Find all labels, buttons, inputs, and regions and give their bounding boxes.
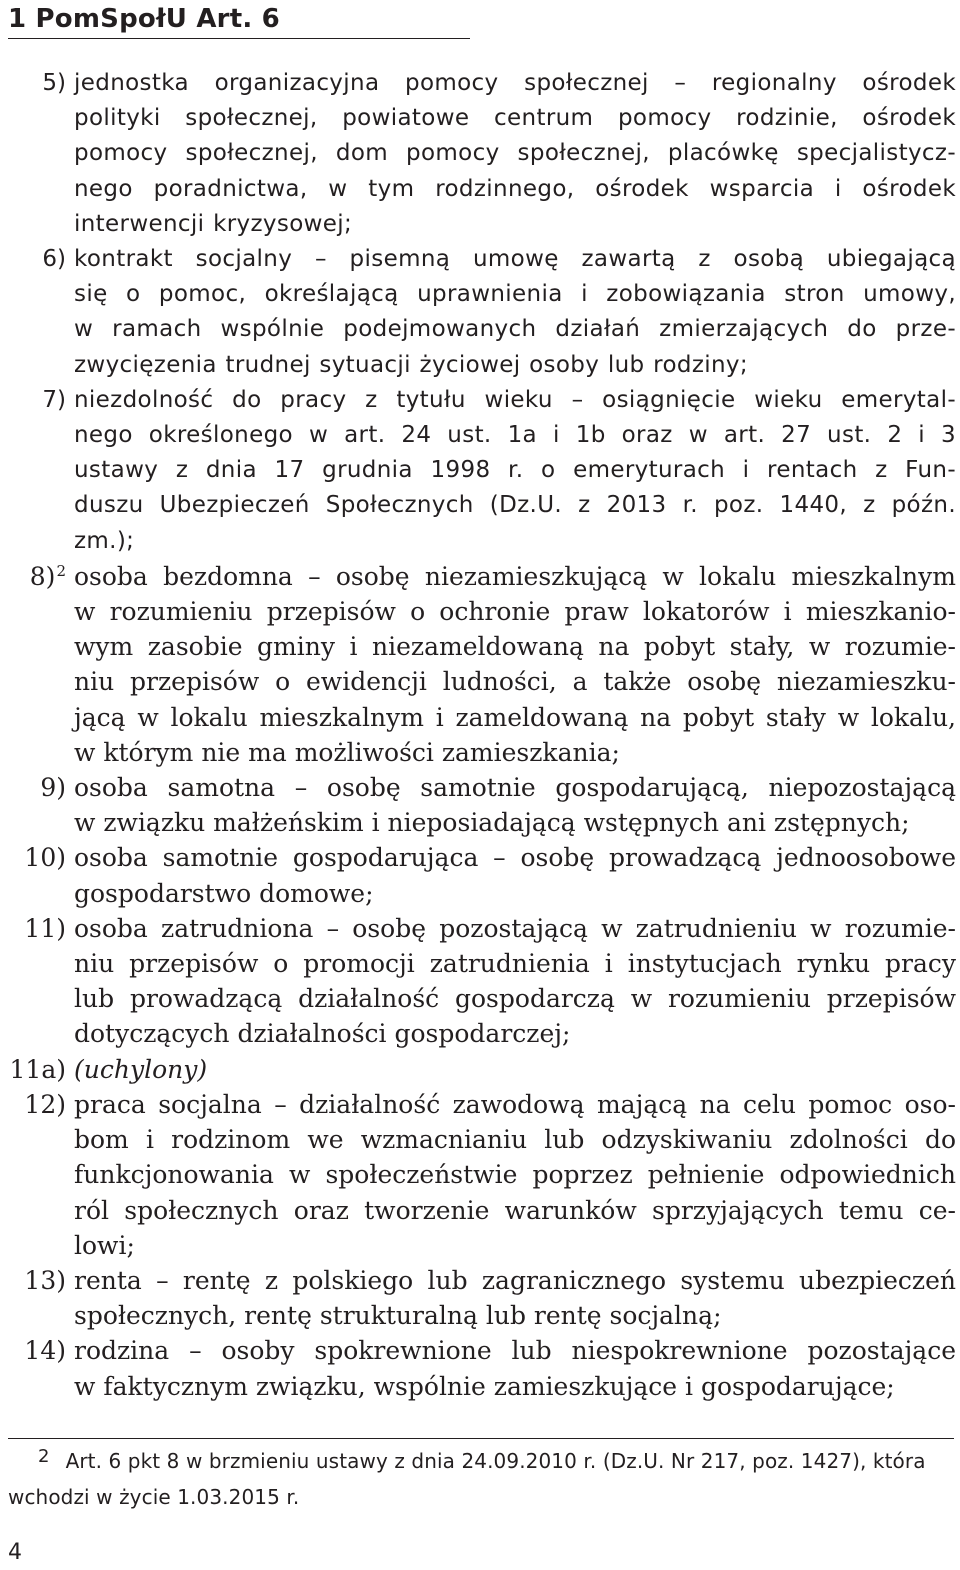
definition-line: lowi; — [74, 1230, 135, 1260]
definition-line: renta – rentę z polskiego lub zagranicznego systemu ubezpieczeń — [74, 1265, 956, 1295]
definition-item — [0, 840, 960, 910]
definition-number — [0, 770, 66, 805]
definition-line: bom i rodzinom we wzmacnianiu lub odzyskiwaniu zdolności do — [74, 1125, 956, 1155]
definition-line: dotyczących działalności gospodarczej; — [74, 1019, 571, 1049]
footnote-ref: 2 — [56, 561, 66, 580]
definition-number-text: 7) — [42, 386, 66, 413]
definition-line: ustawy z dnia 17 grudnia 1998 r. o emeryturach i rentach z Fun- — [74, 457, 956, 484]
definition-number — [0, 1087, 66, 1122]
definition-line: społecznych, rentę strukturalną lub rentę socjalną; — [74, 1301, 722, 1331]
definition-line: w związku małżeńskim i nieposiadającą wstępnych ani zstępnych; — [74, 808, 910, 838]
definition-line: kontrakt socjalny – pisemną umowę zawartą z osobą ubiegającą — [74, 246, 956, 273]
definition-item — [0, 1263, 960, 1333]
definition-line: osoba samotnie gospodarująca – osobę prowadzącą jednoosobowe — [74, 843, 956, 873]
page-number: 4 — [8, 1540, 22, 1565]
definition-line: lub prowadzącą działalność gospodarczą w rozumieniu przepisów — [74, 984, 956, 1014]
definition-number-text: 12) — [24, 1089, 66, 1119]
definition-line: rodzina – osoby spokrewnione lub niespokrewnione pozostające — [74, 1336, 956, 1366]
definition-number-text: 11) — [24, 913, 66, 943]
definition-number-text: 10) — [24, 843, 66, 873]
definition-number-text: 14) — [24, 1336, 66, 1366]
definition-line: wym zasobie gminy i niezameldowaną na pobyt stały, w rozumie- — [74, 632, 956, 662]
definition-number — [0, 911, 66, 946]
definition-item — [0, 559, 960, 770]
definition-line: duszu Ubezpieczeń Społecznych (Dz.U. z 2013 r. poz. 1440, z późn. — [74, 492, 956, 519]
definition-line: w rozumieniu przepisów o ochronie praw lokatorów i mieszkanio- — [74, 597, 956, 627]
definition-item — [0, 1052, 960, 1087]
definition-line: zm.); — [74, 527, 135, 554]
definition-item — [0, 1333, 960, 1403]
definition-line: funkcjonowania w społeczeństwie poprzez pełnienie odpowiednich — [74, 1160, 956, 1190]
definition-number — [0, 1263, 66, 1298]
definition-item — [0, 383, 960, 559]
definition-line: niezdolność do pracy z tytułu wieku – osiągnięcie wieku emerytal- — [74, 386, 956, 413]
running-head: 1 PomSpołU Art. 6 — [8, 4, 280, 34]
definition-item — [0, 242, 960, 383]
definition-number — [0, 383, 66, 418]
definition-number-text: 8) — [29, 561, 56, 591]
definition-line: się o pomoc, określającą uprawnienia i zobowiązania stron umowy, — [74, 281, 956, 308]
definition-line: (uchylony) — [74, 1054, 208, 1084]
definition-line: niu przepisów o promocji zatrudnienia i instytucjach rynku pracy — [74, 949, 956, 979]
definition-item — [0, 66, 960, 242]
footnote — [8, 1444, 954, 1514]
footnote-number: 2 — [38, 1446, 50, 1467]
definition-number-text: 9) — [40, 773, 66, 803]
definition-item — [0, 1087, 960, 1263]
definition-number — [0, 840, 66, 875]
definitions-list — [0, 66, 960, 1404]
definition-line: w ramach wspólnie podejmowanych działań zmierzających do prze- — [74, 316, 956, 343]
definition-line: jącą w lokalu mieszkalnym i zameldowaną na pobyt stały w lokalu, — [74, 702, 956, 732]
definition-line: nego określonego w art. 24 ust. 1a i 1b oraz w art. 27 ust. 2 i 3 — [74, 422, 956, 449]
header-rule — [8, 38, 470, 39]
definition-number — [0, 1333, 66, 1368]
definition-line: niu przepisów o ewidencji ludności, a także osobę niezamieszku- — [74, 667, 956, 697]
definition-line: praca socjalna – działalność zawodową mającą na celu pomoc oso- — [74, 1089, 956, 1119]
definition-number-text: 6) — [42, 246, 66, 273]
footnote-text: Art. 6 pkt 8 w brzmieniu ustawy z dnia 24.09.2010 r. (Dz.U. Nr 217, poz. 1427), która wchodzi w życie 1.03.2015 r. — [8, 1449, 926, 1509]
definition-item — [0, 770, 960, 840]
definition-line: osoba samotna – osobę samotnie gospodarującą, niepozostającą — [74, 773, 956, 803]
definition-number-text: 5) — [42, 70, 66, 96]
definition-number — [0, 559, 66, 598]
footnote-rule — [8, 1438, 954, 1439]
definition-item — [0, 911, 960, 1052]
definition-line: pomocy społecznej, dom pomocy społecznej, placówkę specjalistycz- — [74, 140, 956, 167]
definition-number-text: 13) — [24, 1265, 66, 1295]
definition-number — [0, 242, 66, 277]
definition-line: osoba bezdomna – osobę niezamieszkującą w lokalu mieszkalnym — [74, 561, 956, 591]
definition-line: osoba zatrudniona – osobę pozostającą w zatrudnieniu w rozumie- — [74, 913, 956, 943]
definition-number — [0, 66, 66, 101]
definition-line: ról społecznych oraz tworzenie warunków sprzyjających temu ce- — [74, 1195, 956, 1225]
definition-number — [0, 1052, 66, 1087]
definition-line: interwencji kryzysowej; — [74, 210, 353, 237]
definition-line: gospodarstwo domowe; — [74, 878, 374, 908]
definition-line: w którym nie ma możliwości zamieszkania; — [74, 737, 620, 767]
definition-line: zwycięzenia trudnej sytuacji życiowej osoby lub rodziny; — [74, 351, 748, 378]
definition-number-text: 11a) — [9, 1054, 66, 1084]
definition-line: jednostka organizacyjna pomocy społecznej – regionalny ośrodek — [74, 70, 956, 96]
definition-line: w faktycznym związku, wspólnie zamieszkujące i gospodarujące; — [74, 1371, 895, 1401]
definition-line: polityki społecznej, powiatowe centrum pomocy rodzinie, ośrodek — [74, 105, 956, 132]
definition-line: nego poradnictwa, w tym rodzinnego, ośrodek wsparcia i ośrodek — [74, 175, 956, 202]
